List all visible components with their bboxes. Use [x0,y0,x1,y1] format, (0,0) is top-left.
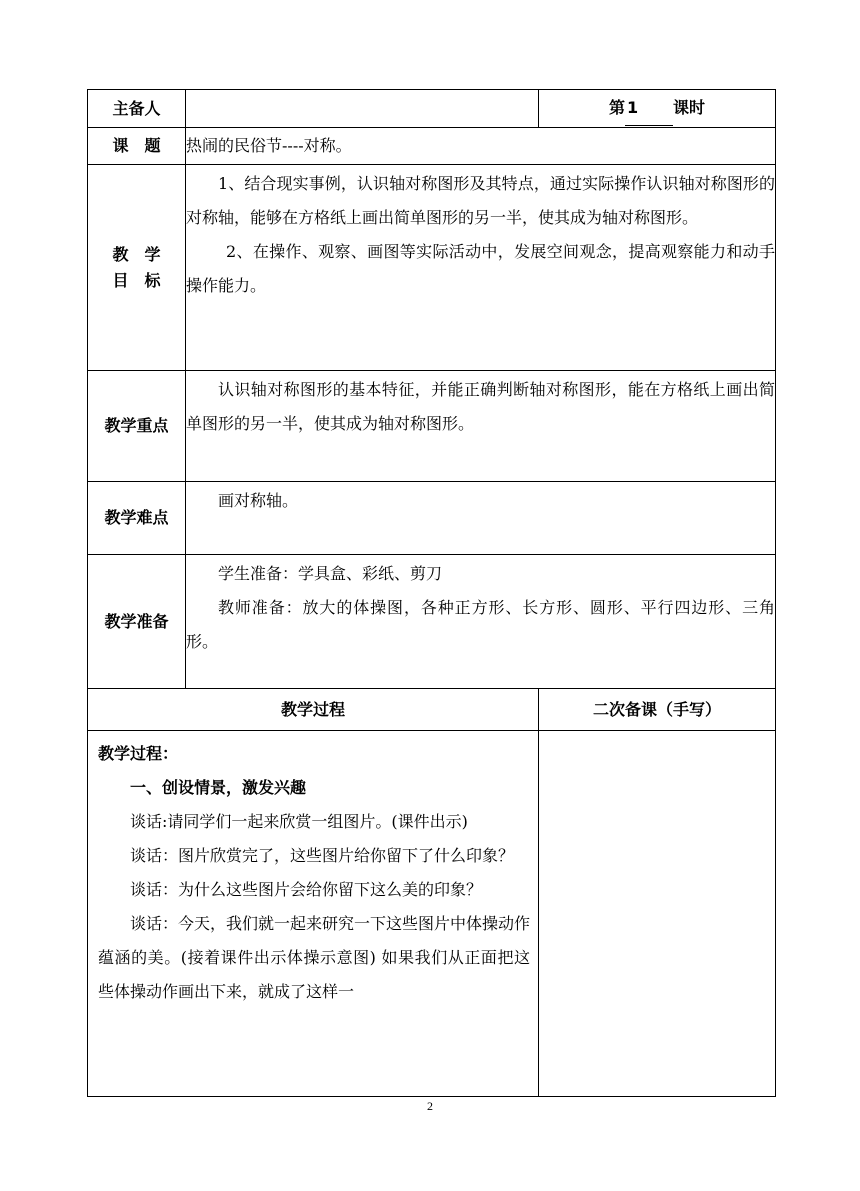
lesson-number-cell [539,90,776,128]
process-heading: 教学过程： [98,744,179,763]
topic-row [88,128,776,165]
difficulty-row [88,482,776,555]
objective-item-2: 2、在操作、观察、画图等实际活动中，发展空间观念，提高观察能力和动手操作能力。 [186,242,775,295]
key-points-content [186,371,776,482]
preparation-label: 教学准备 [88,555,186,689]
process-header-row [88,689,776,731]
objectives-row [88,165,776,371]
topic-label: 课 题 [88,128,186,165]
key-points-row [88,371,776,482]
preparer-value [186,90,539,128]
process-paragraph-2: 谈话：图片欣赏完了，这些图片给你留下了什么印象？ [130,846,515,865]
preparation-content [186,555,776,689]
objectives-label-line1: 教 学 [112,244,161,264]
difficulty-content [186,482,776,555]
process-paragraph-1: 谈话:请同学们一起来欣赏一组图片。(课件出示) [130,812,468,831]
process-header-right: 二次备课（手写） [539,689,776,731]
lesson-number: 1 [625,91,673,126]
process-content [88,731,539,1097]
process-row [88,731,776,1097]
preparer-label: 主备人 [88,90,186,128]
process-section-1: 一、创设情景，激发兴趣 [130,778,307,797]
header-row [88,90,776,128]
process-paragraph-4: 谈话：今天，我们就一起来研究一下这些图片中体操动作蕴涵的美。(接着课件出示体操示意图) 如果我们从正面把这些体操动作画出下来，就成了这样一 [98,914,531,1001]
teacher-preparation: 教师准备：放大的体操图，各种正方形、长方形、圆形、平行四边形、三角形。 [186,598,775,651]
lesson-prefix: 第 [608,98,625,117]
objectives-content [186,165,776,371]
process-header-left: 教学过程 [88,689,539,731]
preparation-row [88,555,776,689]
key-points-text: 认识轴对称图形的基本特征，并能正确判断轴对称图形，能在方格纸上画出简单图形的另一半，使其成为轴对称图形。 [186,380,775,433]
lesson-suffix: 课时 [673,98,706,117]
process-paragraph-3: 谈话：为什么这些图片会给你留下这么美的印象？ [130,880,483,899]
topic-value: 热闹的民俗节----对称。 [186,128,776,165]
key-points-label: 教学重点 [88,371,186,482]
second-preparation-notes [539,731,776,1097]
page-number: 2 [427,1099,433,1113]
objectives-label [88,165,186,371]
student-preparation: 学生准备：学具盒、彩纸、剪刀 [218,564,443,583]
difficulty-label: 教学难点 [88,482,186,555]
objective-item-1: 1、结合现实事例，认识轴对称图形及其特点，通过实际操作认识轴对称图形的对称轴，能够在方格纸上画出简单图形的另一半，使其成为轴对称图形。 [186,174,775,227]
objectives-label-line2: 目 标 [112,270,161,290]
difficulty-text: 画对称轴。 [218,491,299,510]
lesson-plan-table [87,89,776,1097]
